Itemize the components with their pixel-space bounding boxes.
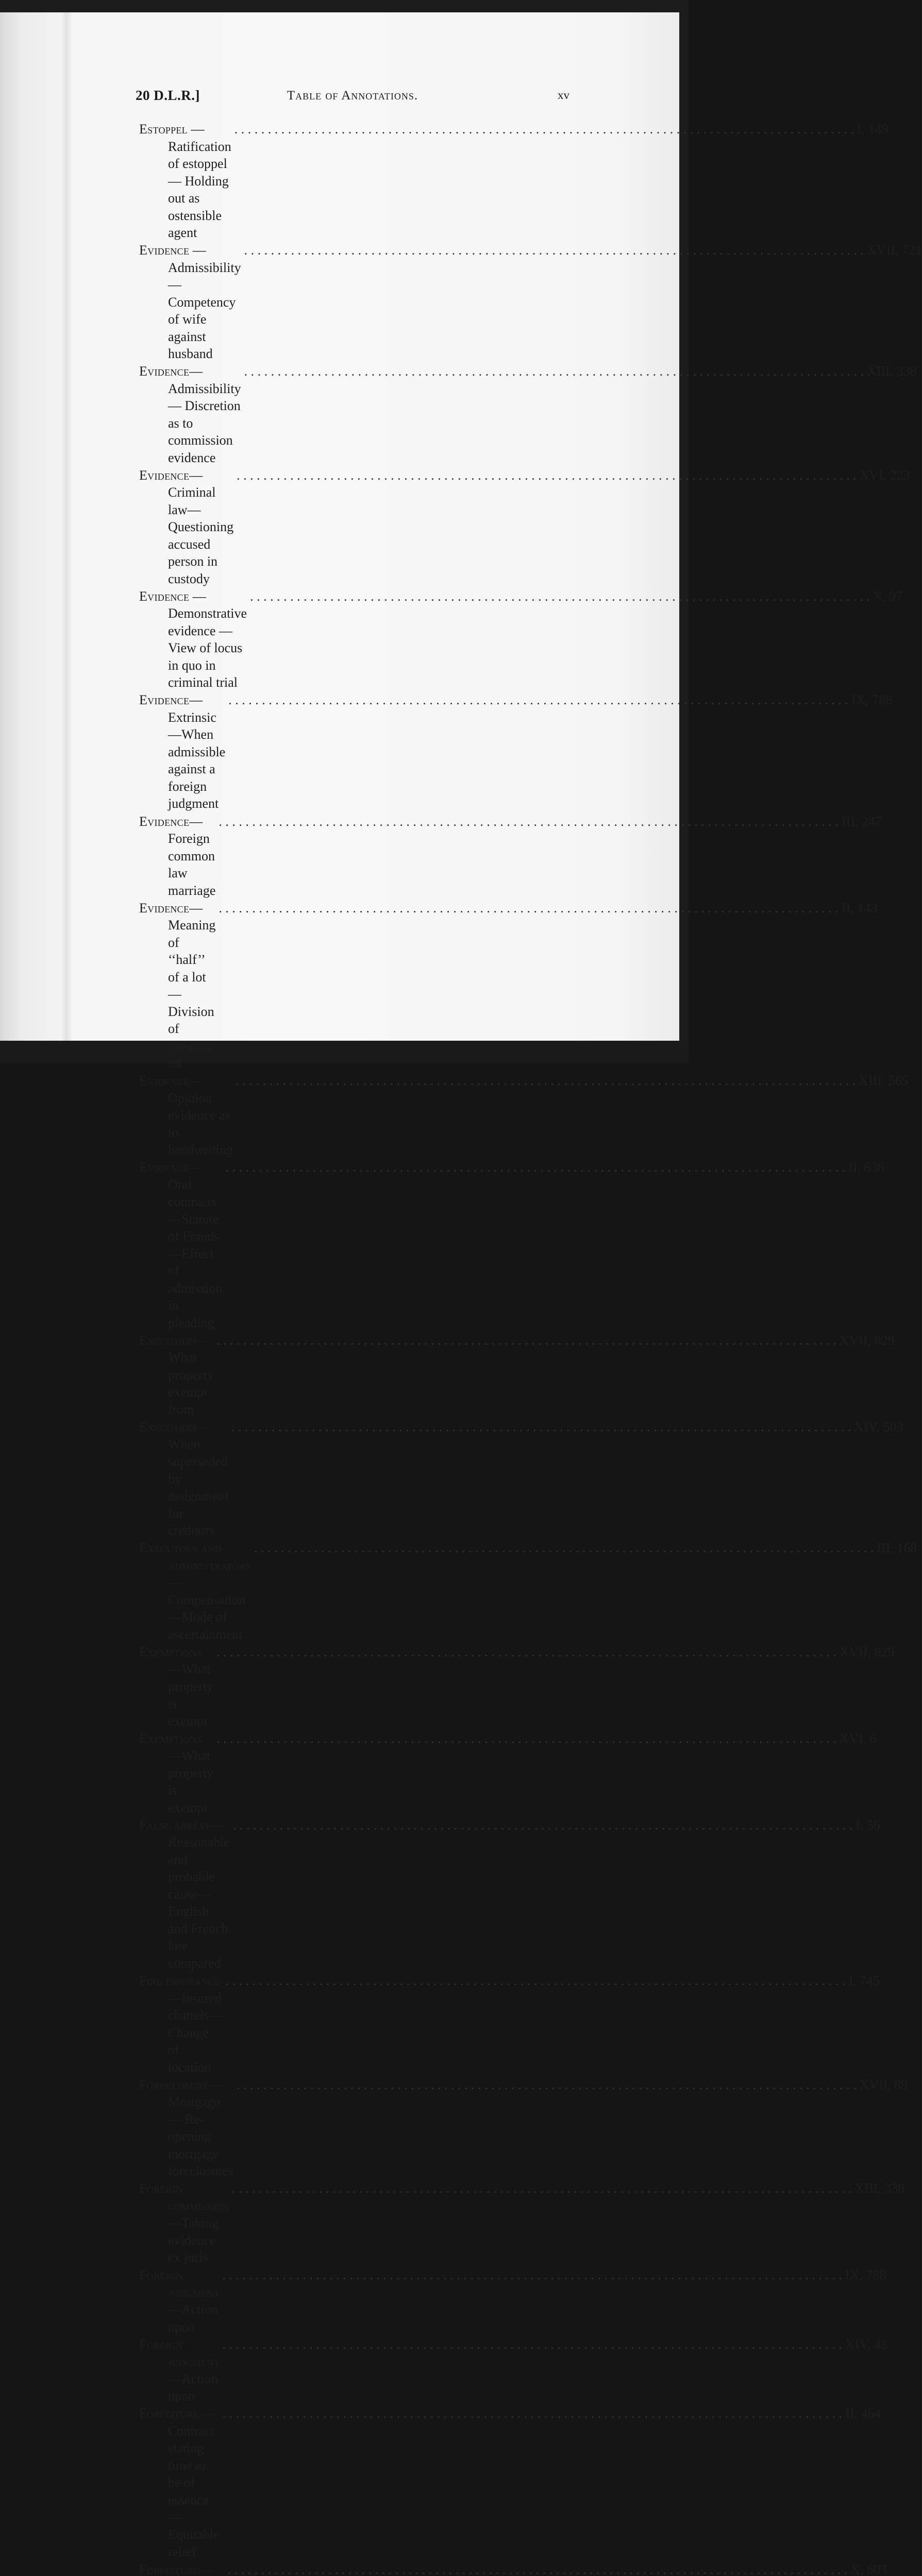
- volume-page-reference: XVI, 6: [839, 1731, 877, 1746]
- index-entry-heading: Foreign judgment: [139, 2336, 220, 2369]
- volume-page-reference: XVII, 829: [839, 1644, 895, 1659]
- index-entry-line: [139, 1643, 895, 1730]
- dot-leader: [226, 1972, 846, 1990]
- index-entry-subject: —Foreign common law marriage: [168, 814, 216, 898]
- index-entry-line: [139, 588, 903, 691]
- dot-leader: [250, 588, 870, 605]
- page-number: xv: [558, 89, 569, 101]
- index-entry-heading: Evidence: [139, 692, 190, 708]
- volume-page-reference: X, 603: [850, 2562, 887, 2576]
- volume-page-reference: XVI, 223: [859, 467, 910, 483]
- index-entry-line: [139, 1159, 884, 1331]
- index-entry-text-wrap: [139, 363, 241, 466]
- index-entry: [139, 813, 882, 900]
- index-entry: [139, 691, 893, 812]
- index-entry-text-wrap: [139, 2076, 234, 2180]
- index-entry-heading: Exemptions: [139, 1644, 202, 1659]
- index-entry-line: [139, 121, 889, 242]
- index-entry-line: [139, 1730, 877, 1817]
- index-entry: [139, 242, 922, 363]
- index-entry-subject: — Demonstrative evidence — View of locus in quo in criminal trial: [168, 588, 247, 690]
- running-header: [136, 88, 569, 108]
- dot-leader: [219, 900, 839, 917]
- index-entry: [139, 1072, 909, 1159]
- dot-leader: [228, 691, 848, 709]
- index-entry-text-wrap: [139, 2405, 220, 2561]
- index-entry-line: [139, 2405, 881, 2561]
- volume-page-reference: XVII, 829: [839, 1332, 895, 1348]
- index-entry-line: [139, 813, 882, 900]
- volume-page-reference: IX, 788: [845, 2267, 886, 2283]
- index-entry-text-wrap: [139, 1332, 214, 1418]
- volume-reference: 20 D.L.R.]: [136, 88, 200, 103]
- page-gutter-shadow: [61, 12, 72, 1042]
- index-entry-heading: Execution: [139, 1419, 196, 1435]
- index-entry-subject: —Extrinsic—When admissible against a foreign judgment: [168, 692, 226, 811]
- dot-leader: [233, 1817, 853, 1834]
- index-entry-text-wrap: [139, 2561, 225, 2576]
- index-entry-line: [139, 2561, 887, 2576]
- index-entry-heading: Foreign commission: [139, 2181, 229, 2213]
- index-entry-subject: —Oral contracts—Statute of Frauds—Effect of admission in pleading: [168, 1160, 223, 1330]
- index-entry-heading: Evidence: [139, 900, 190, 916]
- volume-page-reference: XIV, 503: [854, 1419, 903, 1435]
- index-entry-heading: Evidence: [139, 1073, 190, 1089]
- index-entry-text-wrap: [139, 813, 216, 900]
- index-entry-text-wrap: [139, 1730, 214, 1817]
- index-entry: [139, 2266, 886, 2335]
- index-entry-heading: Forfeiture: [139, 2562, 199, 2576]
- index-entry-subject: —Taking evidence ex juris: [168, 2215, 219, 2265]
- index-entry: [139, 363, 917, 466]
- index-entry-line: [139, 2076, 908, 2180]
- index-entry-line: [139, 1972, 880, 2076]
- dot-leader: [216, 1332, 836, 1349]
- dot-leader: [228, 2561, 848, 2576]
- index-entry-text-wrap: [139, 467, 234, 588]
- index-entry: [139, 2561, 887, 2576]
- index-entry-heading: Fire insurance: [139, 1973, 221, 1988]
- volume-page-reference: XVII, 721: [867, 243, 922, 258]
- index-entry-line: [139, 1539, 917, 1643]
- index-entry-heading: Executors and administrators: [139, 1540, 251, 1573]
- index-entry-line: [139, 691, 893, 812]
- volume-page-reference: II, 143: [841, 900, 878, 916]
- dot-leader: [222, 2336, 842, 2353]
- dot-leader: [232, 2180, 852, 2197]
- index-entry: [139, 1972, 880, 2076]
- index-entry-subject: —Mortgage — Re-opening mortgage foreclosures: [168, 2077, 234, 2179]
- dot-leader: [231, 1418, 851, 1436]
- dot-leader: [244, 242, 864, 259]
- volume-page-reference: IX, 788: [851, 692, 893, 708]
- index-entry-line: [139, 1418, 903, 1539]
- index-entry-text-wrap: [139, 1972, 223, 2076]
- volume-page-reference: I, 56: [856, 1817, 881, 1833]
- index-entry-subject: — Admissibility — Competency of wife against husband: [168, 243, 241, 362]
- index-entry-text-wrap: [139, 242, 241, 363]
- index-entry-subject: — Ratification of estoppel — Holding out as ostensible agent: [168, 122, 231, 240]
- volume-page-reference: III, 247: [841, 814, 882, 829]
- dot-leader: [219, 813, 839, 831]
- index-entry-line: [139, 2336, 887, 2405]
- index-entry: [139, 2336, 887, 2405]
- index-entry-line: [139, 900, 878, 1072]
- index-entry: [139, 467, 910, 588]
- index-entry-heading: Evidence: [139, 364, 190, 379]
- index-entry-subject: —What property is exempt: [168, 1748, 214, 1815]
- index-entry-subject: —Action upon: [168, 2371, 218, 2404]
- page-title: Table of Annotations.: [287, 89, 418, 103]
- index-entry-text-wrap: [139, 2266, 220, 2335]
- index-entry-line: [139, 2266, 886, 2335]
- index-entry-text-wrap: [139, 1072, 233, 1159]
- annotation-index-list: [139, 121, 922, 2576]
- index-entry-subject: —: [199, 2562, 213, 2576]
- index-entry-text-wrap: [139, 2180, 229, 2266]
- dot-leader: [237, 2076, 857, 2094]
- index-entry-heading: Evidence: [139, 814, 190, 829]
- index-entry-subject: —Reasonable and probable cause—English and French law compared: [168, 1817, 230, 1971]
- dot-leader: [216, 1730, 836, 1748]
- index-entry-heading: Evidence: [139, 588, 190, 604]
- dot-leader: [237, 467, 857, 484]
- dot-leader: [225, 1159, 845, 1176]
- index-entry-line: [139, 467, 910, 588]
- index-entry-text-wrap: [139, 691, 226, 812]
- index-entry: [139, 121, 889, 242]
- volume-page-reference: XIII, 565: [859, 1073, 909, 1089]
- index-entry-heading: Evidence: [139, 1160, 190, 1175]
- index-entry: [139, 1730, 877, 1817]
- index-entry-text-wrap: [139, 1539, 251, 1643]
- index-entry-subject: — Contract stating time to be of essence — Equitable relief: [168, 2406, 220, 2560]
- index-entry: [139, 2405, 881, 2561]
- dot-leader: [244, 363, 864, 380]
- index-entry: [139, 1332, 895, 1418]
- index-entry-subject: —What property is exempt: [168, 1662, 214, 1728]
- dot-leader: [222, 2266, 842, 2284]
- index-entry-text-wrap: [139, 1817, 230, 1972]
- index-entry-text-wrap: [139, 2336, 220, 2405]
- index-entry-heading: Execution: [139, 1332, 196, 1348]
- volume-page-reference: XIV, 43: [845, 2336, 887, 2352]
- index-entry-text-wrap: [139, 1643, 214, 1730]
- index-entry-subject: —Compensation—Mode of ascertainment: [168, 1575, 246, 1642]
- dot-leader: [234, 121, 854, 138]
- volume-page-reference: X, 97: [873, 588, 903, 604]
- index-entry-subject: —Meaning of ‘‘half’’ of a lot—Division of irregular lot: [168, 900, 216, 1071]
- volume-page-reference: XIII, 338: [854, 2181, 905, 2196]
- index-entry-text-wrap: [139, 121, 231, 242]
- index-entry-subject: —Action upon: [168, 2302, 218, 2334]
- index-entry-text-wrap: [139, 1418, 228, 1539]
- index-entry: [139, 1817, 881, 1972]
- index-entry-heading: False arrest: [139, 1817, 211, 1833]
- dot-leader: [216, 1643, 836, 1661]
- volume-page-reference: XIII, 338: [867, 364, 917, 379]
- volume-page-reference: I, 149: [857, 122, 889, 137]
- index-entry-line: [139, 2180, 905, 2266]
- index-entry-text-wrap: [139, 1159, 223, 1331]
- index-entry-heading: Forfeiture: [139, 2406, 199, 2421]
- index-entry-subject: —Insured chattels—Change of location: [168, 1990, 223, 2075]
- index-entry-line: [139, 1332, 895, 1418]
- index-entry-heading: Foreign judgment: [139, 2267, 220, 2300]
- index-entry: [139, 2076, 908, 2180]
- index-entry-subject: —Opinion evidence as to handwriting: [168, 1073, 233, 1158]
- index-entry-subject: —Admissibility — Discretion as to commission evidence: [168, 364, 241, 465]
- volume-page-reference: I, 745: [848, 1973, 880, 1988]
- index-entry-line: [139, 1072, 909, 1159]
- volume-page-reference: II, 636: [848, 1160, 884, 1175]
- volume-page-reference: III, 168: [877, 1540, 917, 1556]
- index-entry: [139, 1418, 903, 1539]
- dot-leader: [236, 1072, 856, 1090]
- dot-leader: [254, 1539, 874, 1557]
- index-entry-subject: —When superseded by assignment for creditors: [168, 1419, 228, 1538]
- index-entry: [139, 900, 878, 1072]
- index-entry-subject: —What property exempt from: [168, 1332, 214, 1417]
- index-entry-text-wrap: [139, 588, 247, 691]
- index-entry: [139, 1159, 884, 1331]
- index-entry: [139, 1643, 895, 1730]
- volume-page-reference: II, 464: [845, 2406, 881, 2421]
- index-entry: [139, 1539, 917, 1643]
- index-entry-heading: Evidence: [139, 243, 190, 258]
- index-entry-text-wrap: [139, 900, 216, 1072]
- index-entry-line: [139, 1817, 881, 1972]
- volume-page-reference: XVII, 89: [859, 2077, 908, 2092]
- dot-leader: [223, 2405, 843, 2422]
- index-entry: [139, 588, 903, 691]
- index-entry-heading: Foreclosure: [139, 2077, 209, 2092]
- index-entry-subject: —Criminal law—Questioning accused person in custody: [168, 467, 234, 586]
- index-entry-line: [139, 363, 917, 466]
- index-entry-heading: Evidence: [139, 467, 190, 483]
- index-entry: [139, 2180, 905, 2266]
- index-entry-line: [139, 242, 922, 363]
- index-entry-heading: Estoppel: [139, 122, 188, 137]
- index-entry-heading: Exemptions: [139, 1731, 202, 1746]
